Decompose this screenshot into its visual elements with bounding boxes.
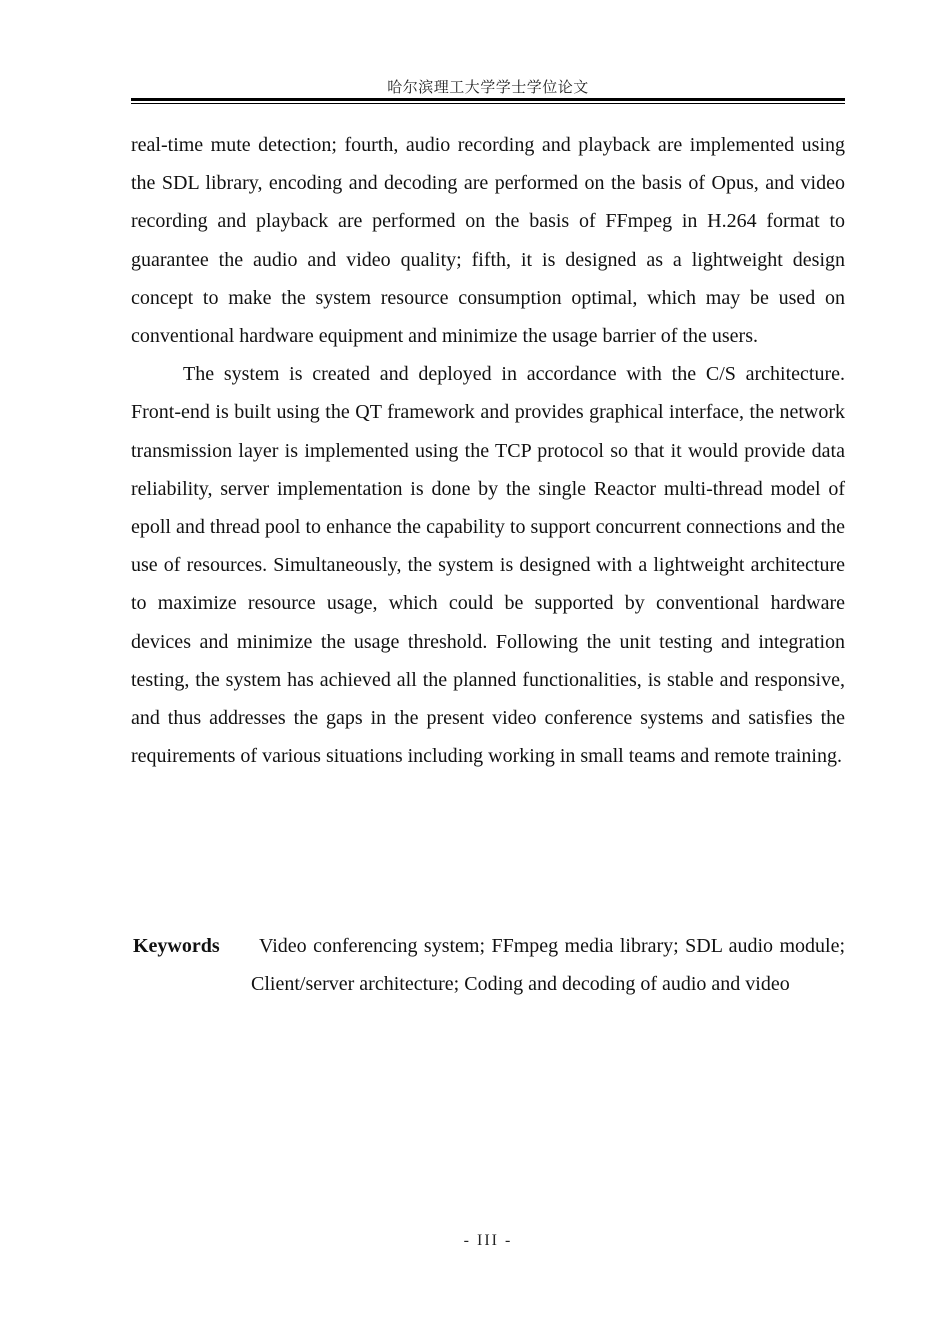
paragraph-architecture: The system is created and deployed in accordance with the C/S architecture. Front-end is built using the QT framework and provides graphical interface, the network transmission layer is implemented using the TCP protocol so that it would provide data reliability, server implementation is done by the single Reactor multi-thread model of epoll and thread pool to enhance the capability to support concurrent connections and the use of resources. Simultaneously, the system is designed with a lightweight architecture to maximize resource usage, which could be supported by conventional hardware devices and minimize the usage threshold. Following the unit testing and integration testing, the system has achieved all the planned functionalities, is stable and responsive, and thus addresses the gaps in the present video conference systems and satisfies the requirements of various situations including working in small teams and remote training. <box>131 363 845 768</box>
running-header: 哈尔滨理工大学学士学位论文 <box>387 78 589 96</box>
header-rule-thick <box>131 98 845 101</box>
keywords-text: Video conferencing system; FFmpeg media library; SDL audio module; Client/server architecture; Coding and decoding of audio and video <box>251 935 845 996</box>
header-rule-thin <box>131 103 845 104</box>
abstract-body <box>131 126 845 775</box>
keywords-label: Keywords <box>133 935 220 957</box>
page-number: - III - <box>463 1232 513 1249</box>
keywords-section <box>131 927 845 1003</box>
paragraph-continuation: real-time mute detection; fourth, audio recording and playback are implemented using the SDL library, encoding and decoding are performed on the basis of Opus, and video recording and playback are performed on the basis of FFmpeg in H.264 format to guarantee the audio and video quality; fifth, it is designed as a lightweight design concept to make the system resource consumption optimal, which may be used on conventional hardware equipment and minimize the usage barrier of the users. <box>131 134 845 348</box>
